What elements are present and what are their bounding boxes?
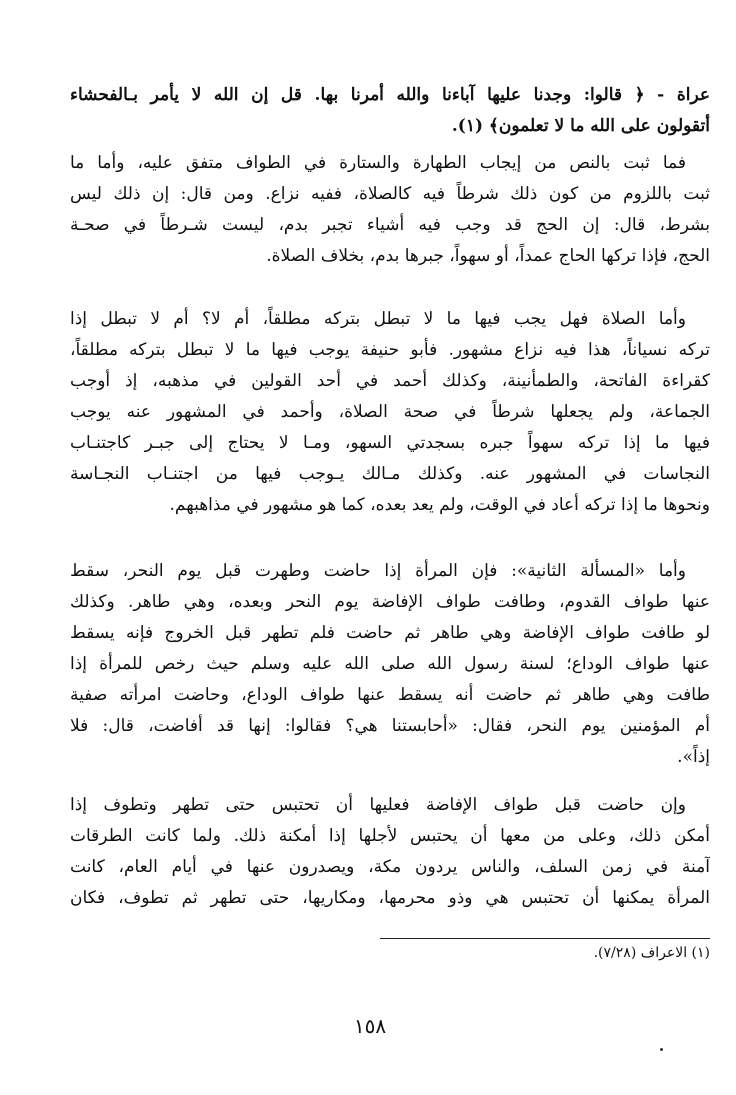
text-line: ونحوها ما إذا تركه أعاد في الوقت، ولم يعد بعده، كما هو مشهور في مذاهبهم. (169, 495, 710, 515)
paragraph-5 (70, 790, 710, 914)
text-line: كقراءة الفاتحة، والطمأنينة، وكذلك أحمد في أحد القولين في مذهبه، إذ أوجب (70, 371, 710, 391)
text-line: بشرط، قال: إن الحج قد وجب فيه أشياء تجبر بدم، ليست شـرطاً في صحـة (70, 215, 710, 235)
paragraph-3 (70, 304, 710, 521)
text-line: لو طافت طواف الإفاضة وهي طاهر ثم حاضت فلم تطهر قبل الخروج فإنه يسقط (70, 623, 710, 643)
text-line: عنها طواف القدوم، وطافت طواف الإفاضة يوم النحر وبعده، وهي طاهر. وكذلك (70, 592, 710, 612)
paragraph-quote (70, 80, 710, 142)
text-line: آمنة في زمن السلف، والناس يردون مكة، ويصدرون عنها في أيام العام، كانت (70, 857, 710, 877)
footnote: (١) الاعراف (٧/٢٨). (593, 945, 710, 961)
page-number: ١٥٨ (353, 1014, 387, 1038)
text-line: إذاً». (677, 747, 710, 767)
text-line: وأما الصلاة فهل يجب فيها ما لا تبطل بتركه مطلقاً، أم لا؟ أم لا تبطل إذا (70, 309, 686, 329)
text-line: وإن حاضت قبل طواف الإفاضة فعليها أن تحتبس حتى تطهر وتطوف إذا (70, 795, 686, 815)
text-line: فما ثبت بالنص من إيجاب الطهارة والستارة في الطواف متفق عليه، وأما ما (70, 153, 686, 173)
footnote-divider (380, 938, 710, 939)
text-line: أمكن ذلك، وعلى من معها أن يحتبس لأجلها إذا أمكنة ذلك. ولما كانت الطرقات (70, 826, 710, 846)
text-line: الجماعة، ولم يجعلها شرطاً في صحة الصلاة، وأحمد في المشهور عنه يوجب (70, 402, 710, 422)
paragraph-2 (70, 148, 710, 272)
text-line: فيها ما إذا تركه سهواً جبره بسجدتي السهو، ومـا لا يحتاج إلى جبـر كاجتنـاب (70, 433, 710, 453)
text-line: المرأة يمكنها أن تحتبس هي وذو محرمها، ومكاريها، حتى تطهر ثم تطوف، فكان (70, 888, 710, 908)
text-line: الحج، فإذا تركها الحاج عمداً، أو سهواً، جبرها بدم، بخلاف الصلاة. (266, 246, 710, 266)
text-line: عنها طواف الوداع؛ لسنة رسول الله صلى الله عليه وسلم حيث رخص للمرأة إذا (70, 654, 710, 674)
text-line: ثبت باللزوم من كون ذلك شرطاً فيه كالصلاة، ففيه نزاع. ومن قال: إن ذلك ليس (70, 184, 710, 204)
text-line: النجاسات في المشهور عنه. وكذلك مـالك يـوجب فيها من اجتنـاب النجـاسة (70, 464, 710, 484)
scan-speck (660, 1048, 663, 1051)
text-line: وأما «المسألة الثانية»: فإن المرأة إذا حاضت وطهرت قبل يوم النحر، سقط (70, 561, 686, 581)
text-line: تركه نسياناً، هذا فيه نزاع مشهور. فأبو حنيفة يوجب فيها ما لا تبطل بتركه مطلقاً، (70, 340, 710, 360)
text-line: أم المؤمنين يوم النحر، فقال: «أحابستنا هي؟ فقالوا: إنها قد أفاضت، قال: فلا (70, 716, 710, 736)
text-line: عراة - ﴿ قالوا: وجدنا عليها آباءنا والله أمرنا بها. قل إن الله لا يأمر بـالفحشاء (70, 85, 710, 105)
text-line: طافت وهي طاهر ثم حاضت أنه يسقط عنها طواف الوداع، وحاضت امرأته صفية (70, 685, 710, 705)
text-line: أتقولون على الله ما لا تعلمون﴾ (١). (451, 116, 710, 136)
paragraph-4 (70, 556, 710, 773)
